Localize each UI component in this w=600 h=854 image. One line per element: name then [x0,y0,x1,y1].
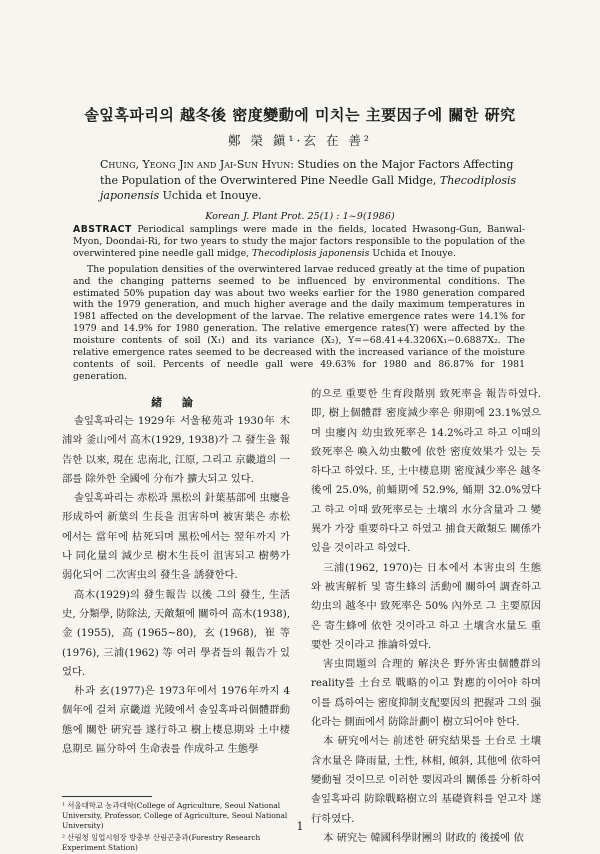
footnote-1: ¹ 서울대학교 농과대학(College of Agriculture, Seoul National University, Professor, College of Agriculture, Seoul National University) [62,801,288,831]
page-number: 1 [296,820,304,833]
right-paragraph: 害虫問題의 合理的 解決은 野外害虫個體群의 reality를 土台로 戰略的이고 對應的이어야 하며 이를 爲하여는 密度抑制支配要因의 把握과 그의 强化라는 側面에서 防除計劃이 樹立되어야 한다. [311,658,541,729]
abstract-lead: ABSTRACT [73,224,132,235]
left-paragraph: 高木(1929)의 發生報告 以後 그의 發生, 生活史, 分類學, 防除法, 天敵類에 關하여 高木(1938), 金(1955), 高(1965~80), 玄(1968), 崔等(1976), 三浦(1962) 等 여러 學者들의 報告가 있었다. [62,588,290,678]
abstract-p1-text-a: Periodical samplings were made in the fields, located Hwasong-Gun, Banwal-Myon, Doondai-Ri, for two years to study the major factors responsible to the population of the overwintered pine needle gall midge, [73,224,525,259]
left-paragraph: 朴과 玄(1977)은 1973年에서 1976年까지 4個年에 걸쳐 京畿道 光陵에서 솔잎혹파리個體群動態에 關한 硏究를 遂行하고 樹上棲息期와 土中棲息期로 區分하여 生命表를 作成하고 生態學 [62,685,290,756]
english-title-part-a: : Studies on the Major Factors Affecting the Population of the Overwintered Pine Needle Gall Midge, [100,158,514,187]
english-title [100,157,530,204]
right-paragraph: 本 硏究에서는 前述한 硏究結果를 土台로 土壤含水量은 降雨量, 土性, 林相, 傾斜, 其他에 依하여 變動될 것이므로 이러한 要因과의 關係를 分析하여 솔잎혹파리 防除戰略樹立의 基礎資料를 얻고자 遂行하였다. [311,735,541,825]
left-paragraph: 솔잎혹파리는 赤松과 黑松의 針葉基部에 虫瘿을 形成하여 新葉의 生長을 沮害하며 被害葉은 赤松에서는 當年에 枯死되며 黑松에서는 翌年까지 가나 同化量의 減少로 樹木生長이 沮害되고 樹勢가 弱化되어 二次害虫의 發生을 誘發한다. [62,492,290,582]
english-title-species: Thecodiplosis japonensis [100,173,517,202]
abstract-paragraph-1 [73,224,525,260]
right-paragraph: 的으로 重要한 生育段階別 致死率을 報告하였다. 即, 樹上個體群 密度減少率은 卵期에 23.1%였으며 虫瘿內 幼虫致死率은 14.2%라고 하고 이때의 致死率은 喚入幼虫數에 依한 密度效果가 있는 듯 하다고 하였다. 또, 土中棲息期 密度減少率은 越冬後에 25.0%, 前蛹期에 52.9%, 蛹期 32.0%였다고 하고 이때 致死率로는 土壤의 水分含量과 그 變異가 가장 重要하다고 하였고 捕食天敵類도 關係가 있을 것이라고 하였다. [311,388,541,555]
right-column [311,385,541,848]
footnote-2: ² 산림청 임업시험장 방충부 산림곤충과(Forestry Research Experiment Station) [62,832,261,852]
journal-citation: Korean J. Plant Prot. 25(1) : 1~9(1986) [205,211,395,222]
footnote-rule [62,796,152,797]
left-paragraph: 솔잎혹파리는 1929年 서울秘苑과 1930年 木浦와 釜山에서 高木(1929, 1938)가 그 發生을 報告한 以來, 現在 忠南北, 江原, 그리고 京畿道의 一部를 除外한 全國에 分布가 擴大되고 있다. [62,415,290,485]
english-authors: Chung, Yeong Jin and Jai-Sun Hyun [100,158,291,171]
right-paragraph: 本 硏究는 韓國科學財團의 財政的 後援에 依 [323,831,524,844]
paper-authors: 鄭 榮 鎭¹·玄 在 善² [228,133,372,148]
abstract [73,224,525,383]
right-paragraph: 三浦(1962, 1970)는 日本에서 本害虫의 生態와 被害解析 및 寄生蜂의 活動에 關하여 調査하고 幼虫의 越冬中 致死率은 50% 內外로 그 主要原因은 寄生蜂에 依한 것이라고 하고 土壤含水量도 重要한 것이라고 推論하였다. [311,561,541,651]
abstract-p1-text-b: Uchida et Inouye. [369,247,456,259]
abstract-paragraph-2: The population densities of the overwintered larvae reduced greatly at the time of pupation and the changing patterns seemed to be influenced by environmental conditions. The estimated 50% pupation day was about two weeks earlier for the 1980 generation compared with the 1979 generation, and much higher average and the daily maximum temperatures in 1981 affected on the development of the larvae. The relative emergence rates were 14.1% for 1979 and 14.9% for 1980 generation. The relative emergence rates(Y) were affected by the moisture contents of soil (X₁) and its variance (X₂), Y=−68.41+4.3206X₁−0.6887X₂. The relative emergence rates seemed to be decreased with the increased variance of the moisture contents of soil. Percents of needle gall were 49.63% for 1980 and 86.87% for 1981 generation. [73,263,525,382]
abstract-p1-species: Thecodiplosis japonensis [252,247,370,259]
paper-title: 솔잎혹파리의 越冬後 密度變動에 미치는 主要因子에 關한 硏究 [84,106,516,124]
left-column [62,412,290,759]
section-heading-introduction: 緒 論 [151,396,201,409]
english-title-part-b: Uchida et Inouye. [159,189,262,202]
